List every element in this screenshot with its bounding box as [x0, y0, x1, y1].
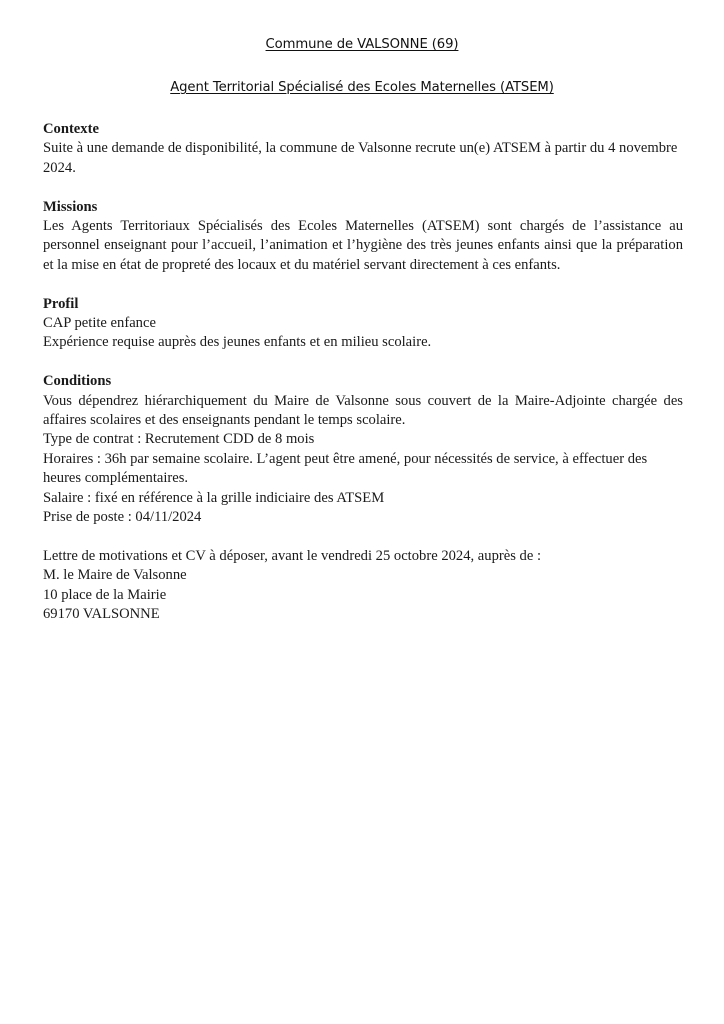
section-profil — [43, 295, 683, 353]
section-missions — [43, 198, 683, 276]
section-heading: Profil — [43, 295, 79, 312]
application-block — [43, 547, 683, 625]
application-street: 10 place de la Mairie — [43, 586, 167, 603]
application-city: 69170 VALSONNE — [43, 606, 160, 623]
document-body — [43, 120, 683, 644]
section-line: CAP petite enfance — [43, 315, 156, 332]
document-title: Commune de VALSONNE (69) — [265, 37, 459, 52]
section-heading: Contexte — [43, 121, 99, 137]
section-conditions — [43, 372, 683, 527]
section-line: Horaires : 36h par semaine scolaire. L’agent peut être amené, pour nécessités de service, à effectuer des heures complémentaires. — [43, 450, 648, 487]
section-heading: Conditions — [43, 373, 112, 390]
document-subtitle: Agent Territorial Spécialisé des Ecoles Maternelles (ATSEM) — [170, 80, 554, 95]
application-recipient: M. le Maire de Valsonne — [43, 567, 187, 584]
section-line: Type de contrat : Recrutement CDD de 8 mois — [43, 431, 315, 448]
section-text: Les Agents Territoriaux Spécialisés des Ecoles Maternelles (ATSEM) sont chargés de l’assistance au personnel enseignant pour l’accueil, l’animation et l’hygiène des très jeunes enfants ainsi que la préparation et la mise en état de propreté des locaux et du matériel servant directement à ces enfants. — [43, 218, 683, 273]
section-line: Prise de poste : 04/11/2024 — [43, 509, 202, 526]
application-intro: Lettre de motivations et CV à déposer, avant le vendredi 25 octobre 2024, auprès de : — [43, 547, 542, 564]
section-heading: Missions — [43, 198, 98, 215]
section-text: Suite à une demande de disponibilité, la commune de Valsonne recrute un(e) ATSEM à partir du 4 novembre 2024. — [43, 140, 678, 176]
section-line: Vous dépendrez hiérarchiquement du Maire de Valsonne sous couvert de la Maire-Adjointe chargée des affaires scolaires et des enseignants pendant le temps scolaire. — [43, 392, 683, 429]
section-line: Salaire : fixé en référence à la grille indiciaire des ATSEM — [43, 489, 385, 506]
section-contexte — [43, 120, 683, 178]
section-line: Expérience requise auprès des jeunes enfants et en milieu scolaire. — [43, 334, 432, 351]
